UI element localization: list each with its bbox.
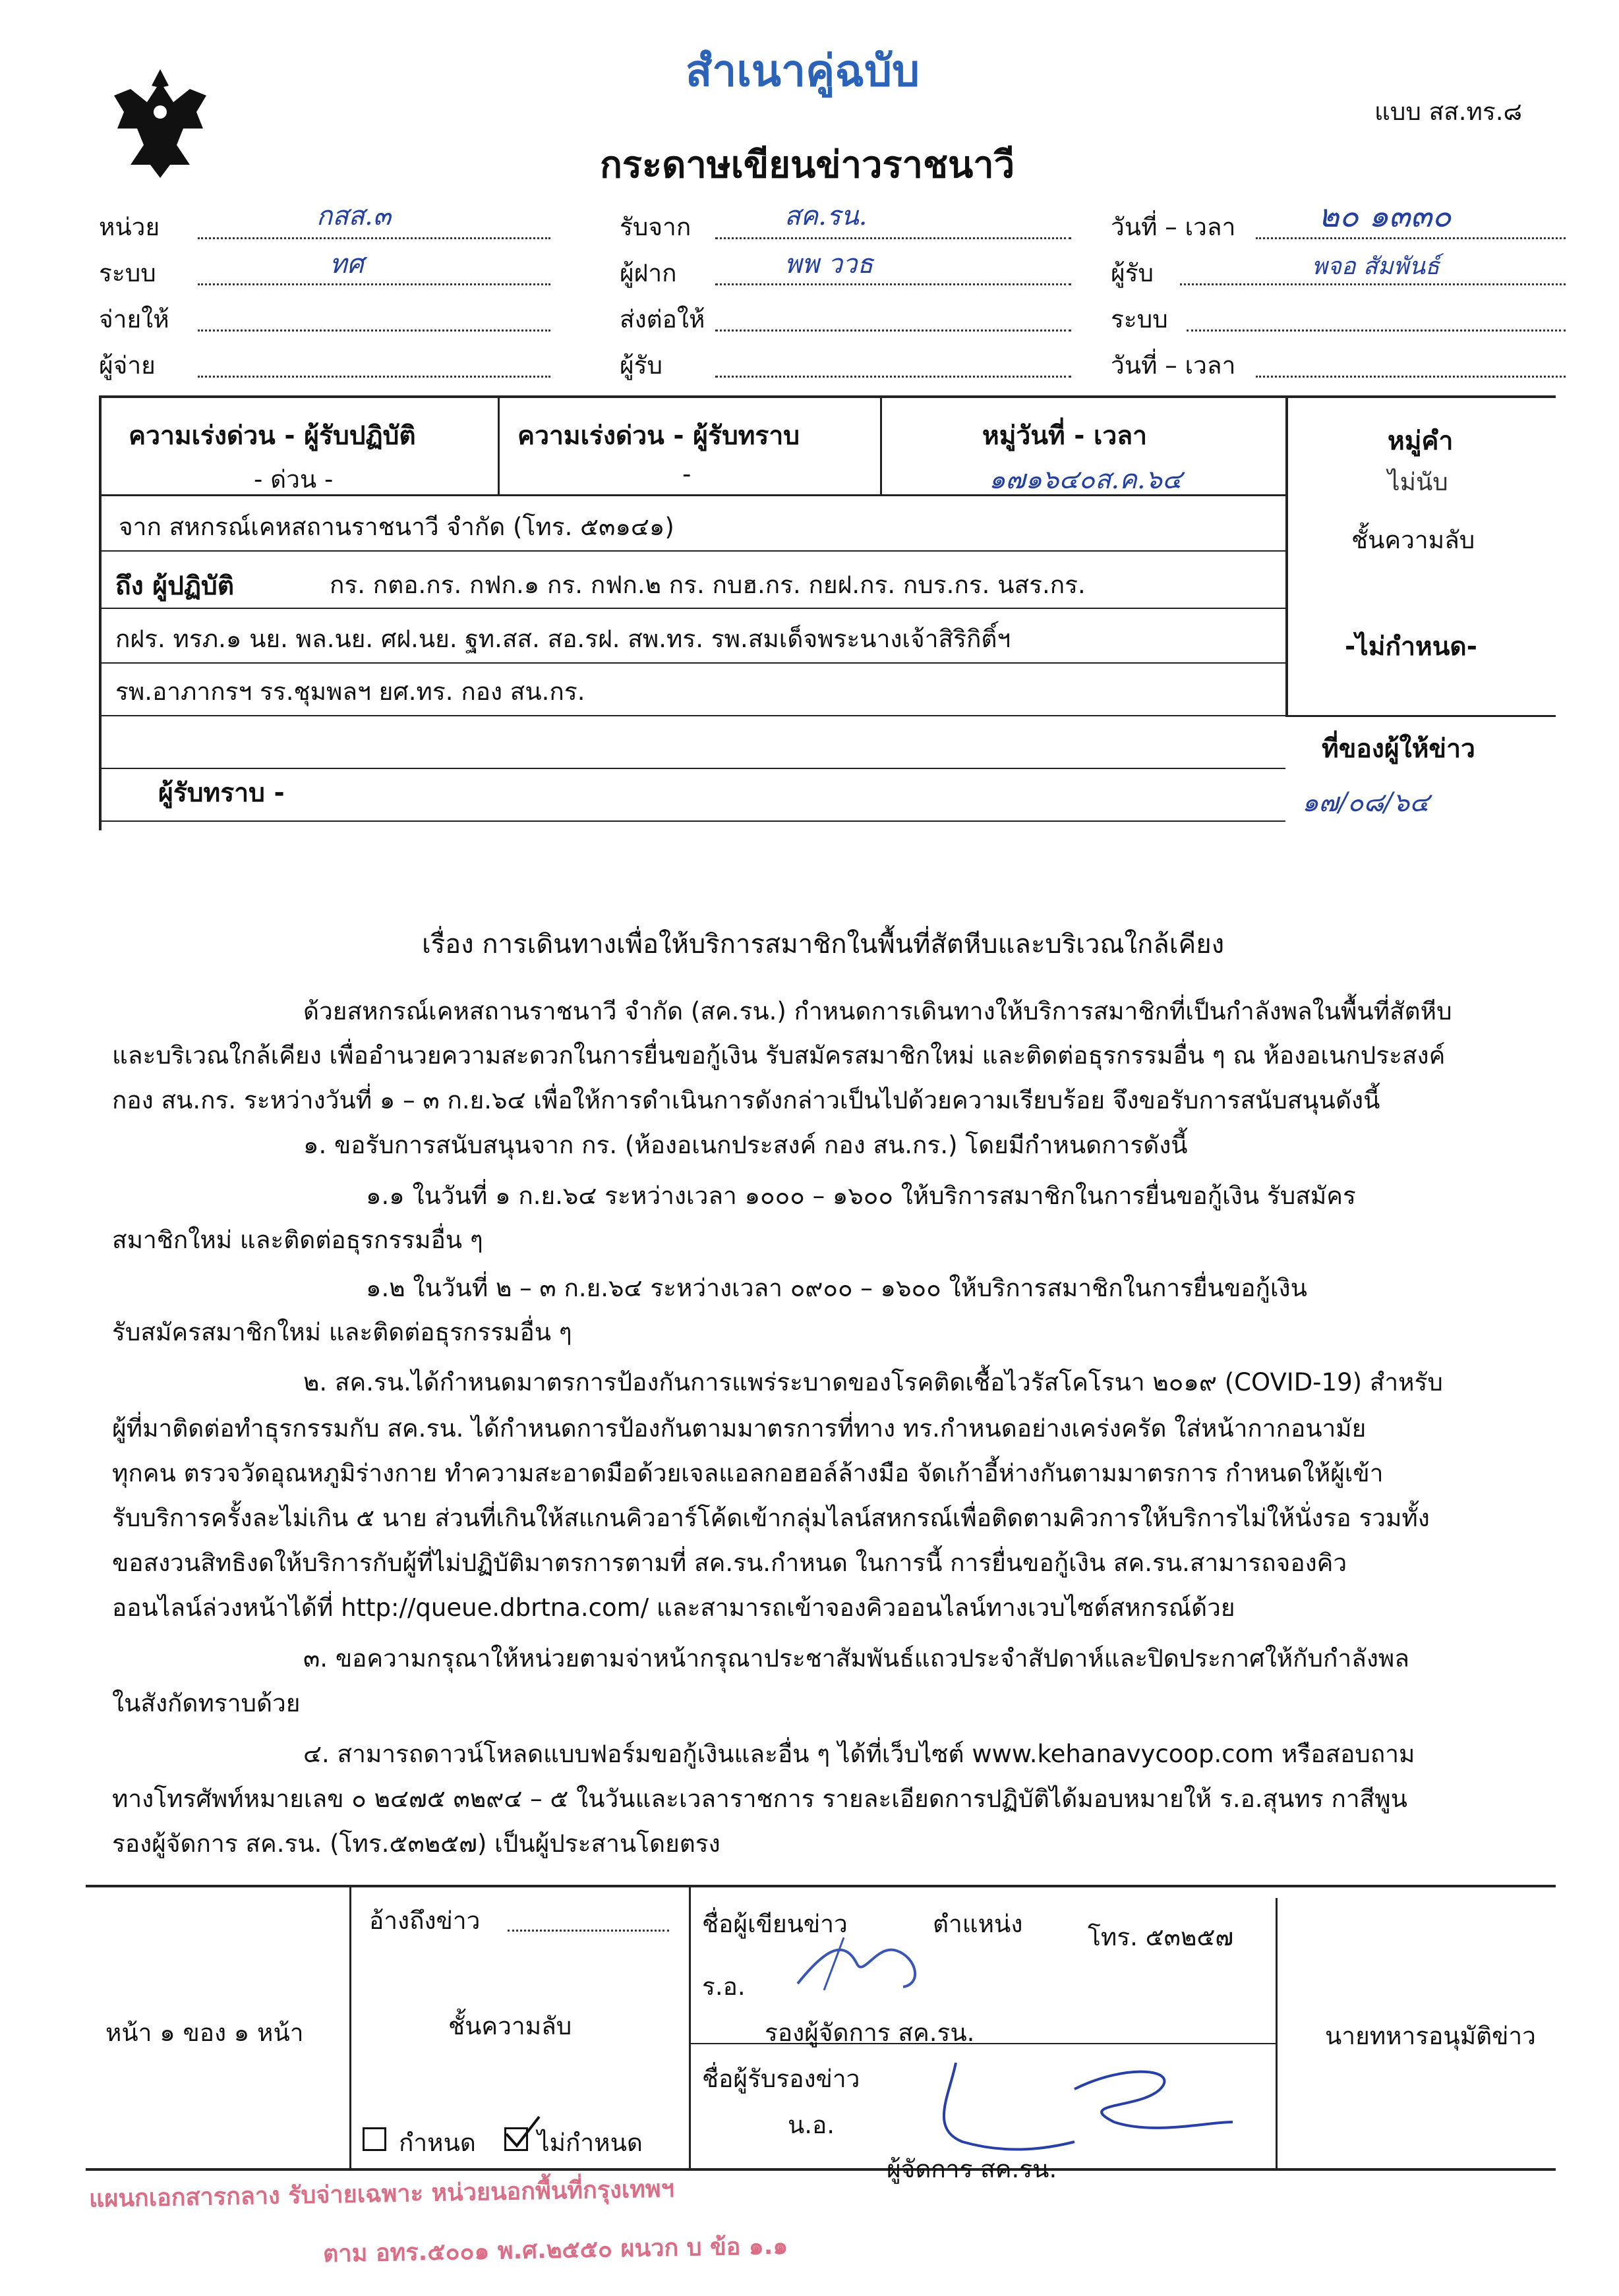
unit-label: หน่วย [99,213,160,241]
receiver-value: พจอ สัมพันธ์ [1312,253,1440,280]
classification-value: -ไม่กำหนด- [1345,632,1477,662]
body-p0-line3: กอง สน.กร. ระหว่างวันที่ ๑ – ๓ ก.ย.๖๔ เพื่อให้การดำเนินการดังกล่าวเป็นไปด้วยความเรียบร้อย จึงขอรับการสนับสนุนดังนี้ [112,1086,1380,1114]
class-label: ชั้นความลับ [448,2012,572,2040]
urgency-action-header: ความเร่งด่วน - ผู้รับปฏิบัติ [129,421,416,451]
urgency-info-header: ความเร่งด่วน - ผู้รับทราบ [517,421,800,451]
body-p3-line2: ในสังกัดทราบด้วย [112,1689,301,1717]
dtg-header: หมู่วันที่ - เวลา [982,421,1148,451]
urgency-action-value: - ด่วน - [254,465,334,494]
page-info: หน้า ๑ ของ ๑ หน้า [105,2019,304,2047]
garuda-emblem-icon [111,66,210,181]
word-count-header: หมู่คำ [1388,426,1454,456]
phone: โทร. ๕๓๒๕๗ [1088,1923,1234,1951]
body-p1: ๑. ขอรับการสนับสนุนจาก กร. (ห้องอเนกประสงค์ กอง สน.กร.) โดยมีกำหนดการดังนี้ [303,1131,1188,1159]
body-p2-line3: ทุกคน ตรวจวัดอุณหภูมิร่างกาย ทำความสะอาดมือด้วยเจลแอลกอฮอล์ล้างมือ จัดเก้าอี้ห่างกันตามมาตรการ กำหนดให้ผู้เข้า [112,1459,1384,1487]
datetime-value: ๒๐ ๑๓๓๐ [1318,198,1452,235]
body-p2-line2: ผู้ที่มาติดต่อทำธุรกรรมกับ สค.รน. ได้กำหนดการป้องกันตามมาตรการที่ทาง ทร.กำหนดอย่างเคร่งครัด ใส่หน้ากากอนามัย [112,1414,1367,1443]
received-from-value: สค.รน. [784,201,868,231]
received-from-label: รับจาก [620,213,692,241]
distribution-stamp-line1: แผนกเอกสารกลาง รับจ่ายเฉพาะ หน่วยนอกพื้นที่กรุงเทพฯ [88,2175,675,2213]
writer-rank: ร.อ. [702,1972,746,2001]
depositor-label: ผู้ฝาก [620,259,677,287]
writer-position: รองผู้จัดการ สค.รน. [765,2019,975,2047]
body-p2-line5: ขอสงวนสิทธิงดให้บริการกับผู้ที่ไม่ปฏิบัติมาตรการตามที่ สค.รน.กำหนด ในการนี้ การยื่นขอกู้เงิน สค.รน.สามารถจองคิว [112,1549,1347,1577]
from-line: จาก สหกรณ์เคหสถานราชนาวี จำกัด (โทร. ๕๓๑๔๑) [119,513,674,541]
datetime2-label: วันที่ – เวลา [1111,351,1236,380]
body-p2-line4: รับบริการครั้งละไม่เกิน ๕ นาย ส่วนที่เกินให้สแกนคิวอาร์โค้ดเข้ากลุ่มไลน์สหกรณ์เพื่อติดตามคิวการให้บริการไม่ให้นั่งรอ รวมทั้ง [112,1504,1430,1532]
copy-stamp: สำเนาคู่ฉบับ [686,45,920,96]
writer-signature [784,1924,943,2003]
certifier-position: ผู้จัดการ สค.รน. [887,2155,1057,2183]
datetime-label: วันที่ – เวลา [1111,213,1236,241]
system2-label: ระบบ [1111,305,1168,333]
body-p0-line1: ด้วยสหกรณ์เคหสถานราชนาวี จำกัด (สค.รน.) กำหนดการเดินทางให้บริการสมาชิกที่เป็นกำลังพลในพื้นที่สัตหีบ [303,997,1452,1025]
word-count-value: ไม่นับ [1388,468,1448,496]
payer-label: ผู้จ่าย [99,351,156,380]
body-p4-line2: ทางโทรศัพท์หมายเลข ๐ ๒๔๗๕ ๓๒๙๔ – ๕ ในวันและเวลาราชการ รายละเอียดการปฏิบัติได้มอบหมายให้ ร.อ.สุนทร กาสีพูน [112,1785,1407,1813]
writer-label: ชื่อผู้เขียนข่าว [702,1910,848,1938]
recipient-label: ผู้รับ [620,351,663,380]
position-label: ตำแหน่ง [933,1910,1023,1938]
checkbox-set[interactable] [363,2127,386,2151]
checkmark-icon [502,2114,542,2150]
receiver-label: ผู้รับ [1111,259,1154,287]
certifier-label: ชื่อผู้รับรองข่าว [702,2065,860,2093]
to-line-3: รพ.อาภากรฯ รร.ชุมพลฯ ยศ.ทร. กอง สน.กร. [115,677,585,706]
depositor-value: พพ ววธ [784,249,873,279]
dtg-value: ๑๗๑๖๔๐ส.ค.๖๔ [989,465,1183,495]
form-code: แบบ สส.ทร.๘ [1374,98,1523,126]
system-value: ทศ [330,249,364,279]
originator-ref-header: ที่ของผู้ให้ข่าว [1322,734,1475,764]
system-label: ระบบ [99,259,156,287]
deliver-to-label: จ่ายให้ [99,305,169,333]
to-line-2: กฝร. ทรภ.๑ นย. พล.นย. ศฝ.นย. ฐท.สส. สอ.รฝ. สพ.ทร. รพ.สมเด็จพระนางเจ้าสิริกิติ์ฯ [115,625,1011,653]
body-p11-line1: ๑.๑ ในวันที่ ๑ ก.ย.๖๔ ระหว่างเวลา ๑๐๐๐ – ๑๖๐๐ ให้บริการสมาชิกในการยื่นขอกู้เงิน รับสมัคร [366,1182,1356,1210]
unit-value: กสส.๓ [316,201,392,231]
body-p12-line1: ๑.๒ ในวันที่ ๒ – ๓ ก.ย.๖๔ ระหว่างเวลา ๐๙๐๐ – ๑๖๐๐ ให้บริการสมาชิกในการยื่นขอกู้เงิน [366,1274,1307,1302]
opt-set-label: กำหนด [399,2129,476,2157]
body-p2-line6: ออนไลน์ล่วงหน้าได้ที่ http://queue.dbrtna.com/ และสามารถเข้าจองคิวออนไลน์ทางเวบไซต์สหกรณ์ด้วย [112,1593,1235,1622]
ref-label: อ้างถึงข่าว [369,1907,481,1935]
originator-ref-value: ๑๗/๐๘/๖๔ [1302,788,1430,818]
urgency-info-value: - [682,460,692,488]
to-label: ถึง ผู้ปฏิบัติ [115,571,235,601]
to-line-1: กร. กตอ.กร. กฟก.๑ กร. กฟก.๒ กร. กบฮ.กร. กยฝ.กร. กบร.กร. นสร.กร. [330,571,1086,599]
subject: เรื่อง การเดินทางเพื่อให้บริการสมาชิกในพื้นที่สัตหีบและบริเวณใกล้เคียง [422,929,1225,960]
distribution-stamp-line2: ตาม อทร.๕๐๐๑ พ.ศ.๒๕๕๐ ผนวก บ ข้อ ๑.๑ [322,2232,788,2268]
info-line: ผู้รับทราบ - [158,778,285,808]
opt-unset-label: ไม่กำหนด [537,2129,643,2157]
approver-label: นายทหารอนุมัติข่าว [1325,2022,1536,2050]
certifier-rank: น.อ. [788,2111,835,2139]
body-p0-line2: และบริเวณใกล้เคียง เพื่ออำนวยความสะดวกในการยื่นขอกู้เงิน รับสมัครสมาชิกใหม่ และติดต่อธุรกรรมอื่น ๆ ณ ห้องอเนกประสงค์ [112,1041,1446,1070]
body-p4-line1: ๔. สามารถดาวน์โหลดแบบฟอร์มขอกู้เงินและอื่น ๆ ได้ที่เว็บไซต์ www.kehanavycoop.com หรือสอบถาม [303,1740,1415,1768]
certifier-signature [877,2050,1246,2162]
body-p4-line3: รองผู้จัดการ สค.รน. (โทร.๕๓๒๕๗) เป็นผู้ประสานโดยตรง [112,1829,721,1858]
page-title: กระดาษเขียนข่าวราชนาวี [600,144,1015,187]
forward-to-label: ส่งต่อให้ [620,305,705,333]
body-p12-line2: รับสมัครสมาชิกใหม่ และติดต่อธุรกรรมอื่น ๆ [112,1318,572,1346]
body-p11-line2: สมาชิกใหม่ และติดต่อธุรกรรมอื่น ๆ [112,1226,483,1254]
body-p3-line1: ๓. ขอความกรุณาให้หน่วยตามจ่าหน้ากรุณาประชาสัมพันธ์แถวประจำสัปดาห์และปิดประกาศให้กับกำลังพล [303,1644,1409,1673]
classification-header: ชั้นความลับ [1351,526,1475,554]
body-p2-line1: ๒. สค.รน.ได้กำหนดมาตรการป้องกันการแพร่ระบาดของโรคติดเชื้อไวรัสโคโรนา ๒๐๑๙ (COVID-19) สำหรับ [303,1368,1443,1396]
